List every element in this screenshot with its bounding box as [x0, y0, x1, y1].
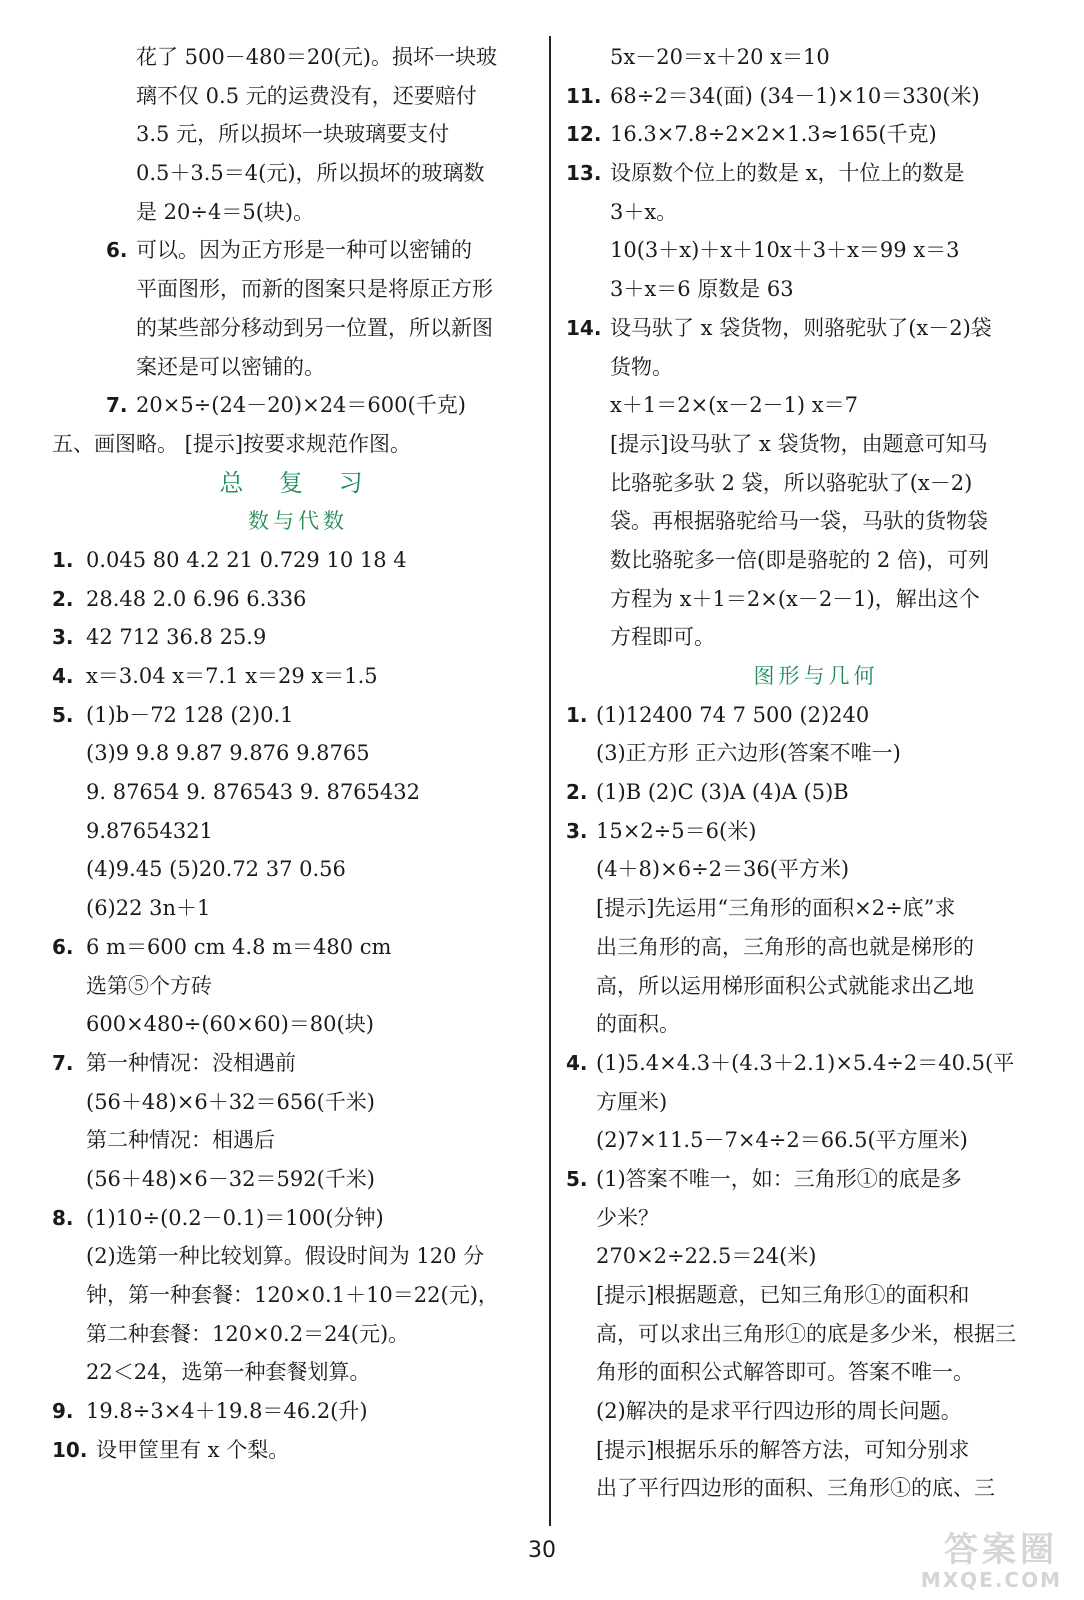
- answer-line: [52, 580, 544, 619]
- right-column: [566, 38, 1066, 1508]
- answer-text: (3)9 9.8 9.87 9.876 9.8765: [86, 741, 370, 766]
- question-number: 12.: [566, 122, 602, 147]
- question-number: 4.: [52, 664, 74, 688]
- answer-line: [566, 38, 1066, 77]
- answer-line: [566, 464, 1066, 503]
- answer-line: [566, 115, 1066, 154]
- answer-text: 设原数个位上的数是 x，十位上的数是: [610, 161, 965, 186]
- answer-line: [566, 425, 1066, 464]
- answer-line: [566, 618, 1066, 657]
- answer-text: 第一种情况：没相遇前: [86, 1050, 296, 1075]
- answer-text: 的某些部分移动到另一位置，所以新图: [136, 315, 493, 340]
- answer-line: [566, 1199, 1066, 1238]
- answer-text: 600×480÷(60×60)＝80(块): [86, 1012, 374, 1037]
- answer-text: 10(3＋x)＋x＋10x＋3＋x＝99 x＝3: [610, 238, 960, 263]
- answer-text: 设马驮了 x 袋货物，则骆驼驮了(x－2)袋: [610, 315, 992, 340]
- answer-line: [566, 386, 1066, 425]
- answer-line: [566, 541, 1066, 580]
- answer-line: [566, 1315, 1066, 1354]
- question-number: 2.: [566, 780, 588, 805]
- answer-line: [566, 1237, 1066, 1276]
- answer-text: (2)选第一种比较划算。假设时间为 120 分: [86, 1244, 485, 1269]
- answer-text: (2)7×11.5－7×4÷2＝66.5(平方厘米): [596, 1128, 968, 1153]
- answer-text: 3＋x＝6 原数是 63: [610, 277, 794, 302]
- answer-line: [566, 928, 1066, 967]
- left-column: [52, 38, 544, 1469]
- answer-line: [52, 812, 544, 851]
- question-number: 4.: [566, 1050, 588, 1075]
- answer-text: (1)B (2)C (3)A (4)A (5)B: [596, 780, 849, 805]
- answer-line: [52, 1353, 544, 1392]
- answer-text: 角形的面积公式解答即可。答案不唯一。: [596, 1360, 974, 1385]
- answer-text: 270×2÷22.5＝24(米): [596, 1244, 817, 1269]
- answer-line: [52, 850, 544, 889]
- answer-text: 选第⑤个方砖: [86, 973, 212, 998]
- answer-text: 68÷2＝34(面) (34－1)×10＝330(米): [610, 83, 980, 108]
- answer-line: [52, 734, 544, 773]
- answer-text: 9. 87654 9. 876543 9. 8765432: [86, 780, 420, 805]
- answer-line: [52, 115, 544, 154]
- answer-text: 3.5 元，所以损坏一块玻璃要支付: [136, 122, 450, 147]
- answer-line: [52, 1276, 544, 1315]
- answer-text: 是 20÷4＝5(块)。: [136, 199, 315, 224]
- answer-line: [52, 1044, 544, 1083]
- answer-line: [52, 38, 544, 77]
- answer-text: 0.5＋3.5＝4(元)，所以损坏的玻璃数: [136, 161, 485, 186]
- answer-text: 3＋x。: [610, 199, 678, 224]
- answer-line: [566, 967, 1066, 1006]
- answer-line: [566, 1276, 1066, 1315]
- question-number: 14.: [566, 315, 602, 340]
- answer-text: 9.87654321: [86, 818, 213, 843]
- answer-line: [566, 773, 1066, 812]
- answer-text: (1)5.4×4.3＋(4.3＋2.1)×5.4÷2＝40.5(平: [596, 1050, 1015, 1075]
- answer-line: [566, 1083, 1066, 1122]
- answer-line: [52, 309, 544, 348]
- answer-text: 出了平行四边形的面积、三角形①的底、三: [596, 1476, 995, 1501]
- page-number: 30: [528, 1538, 556, 1563]
- watermark-text: 答案圈: [944, 1530, 1058, 1570]
- question-number: 5.: [52, 702, 74, 727]
- answer-line: [566, 1431, 1066, 1470]
- answer-text: (1)10÷(0.2－0.1)＝100(分钟): [86, 1205, 384, 1230]
- question-number: 3.: [52, 625, 74, 650]
- answer-line: [566, 1121, 1066, 1160]
- answer-text: 16.3×7.8÷2×2×1.3≈165(千克): [610, 122, 937, 147]
- answer-text: 花了 500－480＝20(元)。损坏一块玻: [136, 45, 497, 69]
- section-heading: [52, 464, 544, 503]
- answer-line: [52, 889, 544, 928]
- answer-line: [52, 425, 544, 464]
- answer-text: (3)正方形 正六边形(答案不唯一): [596, 741, 901, 766]
- answer-text: 比骆驼多驮 2 袋，所以骆驼驮了(x－2): [610, 470, 973, 495]
- answer-line: [52, 1199, 544, 1238]
- answer-text: (6)22 3n＋1: [86, 896, 211, 921]
- question-number: 6.: [52, 934, 74, 959]
- answer-line: [52, 1121, 544, 1160]
- answer-text: (56＋48)×6－32＝592(千米): [86, 1166, 375, 1191]
- answer-text: 袋。再根据骆驼给马一袋，马驮的货物袋: [610, 509, 988, 534]
- answer-line: [566, 1353, 1066, 1392]
- answer-line: [566, 1044, 1066, 1083]
- answer-line: [566, 580, 1066, 619]
- answer-text: x＝3.04 x＝7.1 x＝29 x＝1.5: [86, 664, 378, 688]
- answer-line: [52, 1160, 544, 1199]
- question-number: 8.: [52, 1205, 74, 1230]
- answer-line: [52, 1431, 544, 1470]
- answer-text: 少米？: [596, 1205, 659, 1230]
- answer-text: 高，所以运用梯形面积公式就能求出乙地: [596, 973, 974, 998]
- question-number: 1.: [52, 547, 74, 572]
- answer-text: 案还是可以密铺的。: [136, 354, 325, 379]
- answer-text: 第二种情况：相遇后: [86, 1128, 275, 1153]
- answer-text: 货物。: [610, 354, 673, 379]
- section-heading: [566, 657, 1066, 696]
- answer-line: [566, 1160, 1066, 1199]
- answer-text: 平面图形，而新的图案只是将原正方形: [136, 277, 493, 302]
- watermark-url: MXQE.COM: [920, 1568, 1062, 1592]
- question-number: 9.: [52, 1399, 74, 1424]
- answer-line: [566, 1005, 1066, 1044]
- answer-text: [提示]根据题意，已知三角形①的面积和: [596, 1283, 970, 1307]
- answer-text: [提示]根据乐乐的解答方法，可知分别求: [596, 1437, 970, 1462]
- answer-text: 的面积。: [596, 1012, 680, 1037]
- answer-text: 数比骆驼多一倍(即是骆驼的 2 倍)，可列: [610, 547, 990, 572]
- answer-text: 42 712 36.8 25.9: [86, 625, 267, 650]
- answer-line: [566, 734, 1066, 773]
- question-number: 3.: [566, 818, 588, 843]
- answer-line: [566, 502, 1066, 541]
- answer-line: [52, 1083, 544, 1122]
- section-heading-text: 图形与几何: [753, 664, 879, 688]
- answer-line: [52, 657, 544, 696]
- question-number: 13.: [566, 161, 602, 186]
- answer-line: [52, 231, 544, 270]
- answer-line: [566, 696, 1066, 735]
- answer-text: 方程即可。: [610, 625, 715, 650]
- answer-line: [52, 193, 544, 232]
- answer-line: [566, 270, 1066, 309]
- answer-text: (1)b－72 128 (2)0.1: [86, 702, 294, 727]
- answer-line: [52, 928, 544, 967]
- answer-line: [566, 1392, 1066, 1431]
- question-number: 7.: [52, 1050, 74, 1075]
- answer-line: [566, 348, 1066, 387]
- answer-line: [52, 154, 544, 193]
- answer-text: 方程为 x＋1＝2×(x－2－1)，解出这个: [610, 586, 980, 611]
- answer-text: 高，可以求出三角形①的底是多少米，根据三: [596, 1321, 1016, 1346]
- answer-line: [566, 1469, 1066, 1508]
- answer-line: [52, 1392, 544, 1431]
- answer-text: 五、画图略。 [提示]按要求规范作图。: [52, 431, 412, 456]
- answer-text: [提示]设马驮了 x 袋货物，由题意可知马: [610, 431, 988, 456]
- answer-line: [52, 696, 544, 735]
- answer-text: 5x－20＝x＋20 x＝10: [610, 45, 830, 69]
- answer-line: [52, 1237, 544, 1276]
- section-heading-text: 总 复 习: [219, 468, 377, 497]
- answer-text: 可以。因为正方形是一种可以密铺的: [136, 238, 472, 263]
- answer-line: [52, 270, 544, 309]
- answer-line: [52, 541, 544, 580]
- column-divider: [549, 36, 551, 1526]
- answer-text: 22＜24，选第一种套餐划算。: [86, 1360, 371, 1385]
- answer-text: [提示]先运用“三角形的面积×2÷底”求: [596, 896, 956, 921]
- answer-line: [52, 1005, 544, 1044]
- answer-text: (1)答案不唯一，如：三角形①的底是多: [596, 1166, 962, 1191]
- answer-text: 璃不仅 0.5 元的运费没有，还要赔付: [136, 83, 477, 108]
- answer-text: 设甲筐里有 x 个梨。: [96, 1437, 290, 1462]
- watermark-logo: [896, 1522, 1066, 1592]
- question-number: 2.: [52, 586, 74, 611]
- section-heading: [52, 502, 544, 541]
- answer-text: (2)解决的是求平行四边形的周长问题。: [596, 1399, 962, 1424]
- answer-text: 6 m＝600 cm 4.8 m＝480 cm: [86, 934, 392, 959]
- answer-text: (4＋8)×6÷2＝36(平方米): [596, 857, 850, 882]
- answer-line: [566, 889, 1066, 928]
- answer-text: (56＋48)×6＋32＝656(千米): [86, 1089, 375, 1114]
- answer-text: 出三角形的高，三角形的高也就是梯形的: [596, 934, 974, 959]
- question-number: 5.: [566, 1166, 588, 1191]
- answer-text: 0.045 80 4.2 21 0.729 10 18 4: [86, 547, 407, 572]
- section-heading-text: 数与代数: [248, 509, 348, 534]
- answer-line: [52, 348, 544, 387]
- answer-text: 15×2÷5＝6(米): [596, 818, 757, 843]
- question-number: 6.: [106, 238, 128, 263]
- answer-text: x＋1＝2×(x－2－1) x＝7: [610, 393, 858, 418]
- answer-text: 20×5÷(24－20)×24＝600(千克): [136, 393, 466, 418]
- answer-line: [52, 618, 544, 657]
- answer-text: 第二种套餐：120×0.2＝24(元)。: [86, 1321, 410, 1346]
- answer-line: [52, 386, 544, 425]
- answer-line: [566, 309, 1066, 348]
- answer-text: 方厘米): [596, 1089, 668, 1114]
- answer-line: [566, 231, 1066, 270]
- answer-text: 钟，第一种套餐：120×0.1＋10＝22(元)，: [86, 1283, 499, 1307]
- answer-text: 28.48 2.0 6.96 6.336: [86, 586, 307, 611]
- question-number: 7.: [106, 393, 128, 418]
- answer-text: (4)9.45 (5)20.72 37 0.56: [86, 857, 346, 882]
- answer-line: [566, 850, 1066, 889]
- answer-text: 19.8÷3×4＋19.8＝46.2(升): [86, 1399, 368, 1424]
- answer-line: [52, 1315, 544, 1354]
- answer-line: [52, 77, 544, 116]
- answer-text: (1)12400 74 7 500 (2)240: [596, 702, 870, 727]
- answer-line: [566, 154, 1066, 193]
- answer-line: [52, 967, 544, 1006]
- answer-line: [566, 812, 1066, 851]
- answer-line: [566, 193, 1066, 232]
- question-number: 1.: [566, 702, 588, 727]
- question-number: 10.: [52, 1437, 88, 1462]
- answer-line: [52, 773, 544, 812]
- answer-line: [566, 77, 1066, 116]
- question-number: 11.: [566, 83, 602, 108]
